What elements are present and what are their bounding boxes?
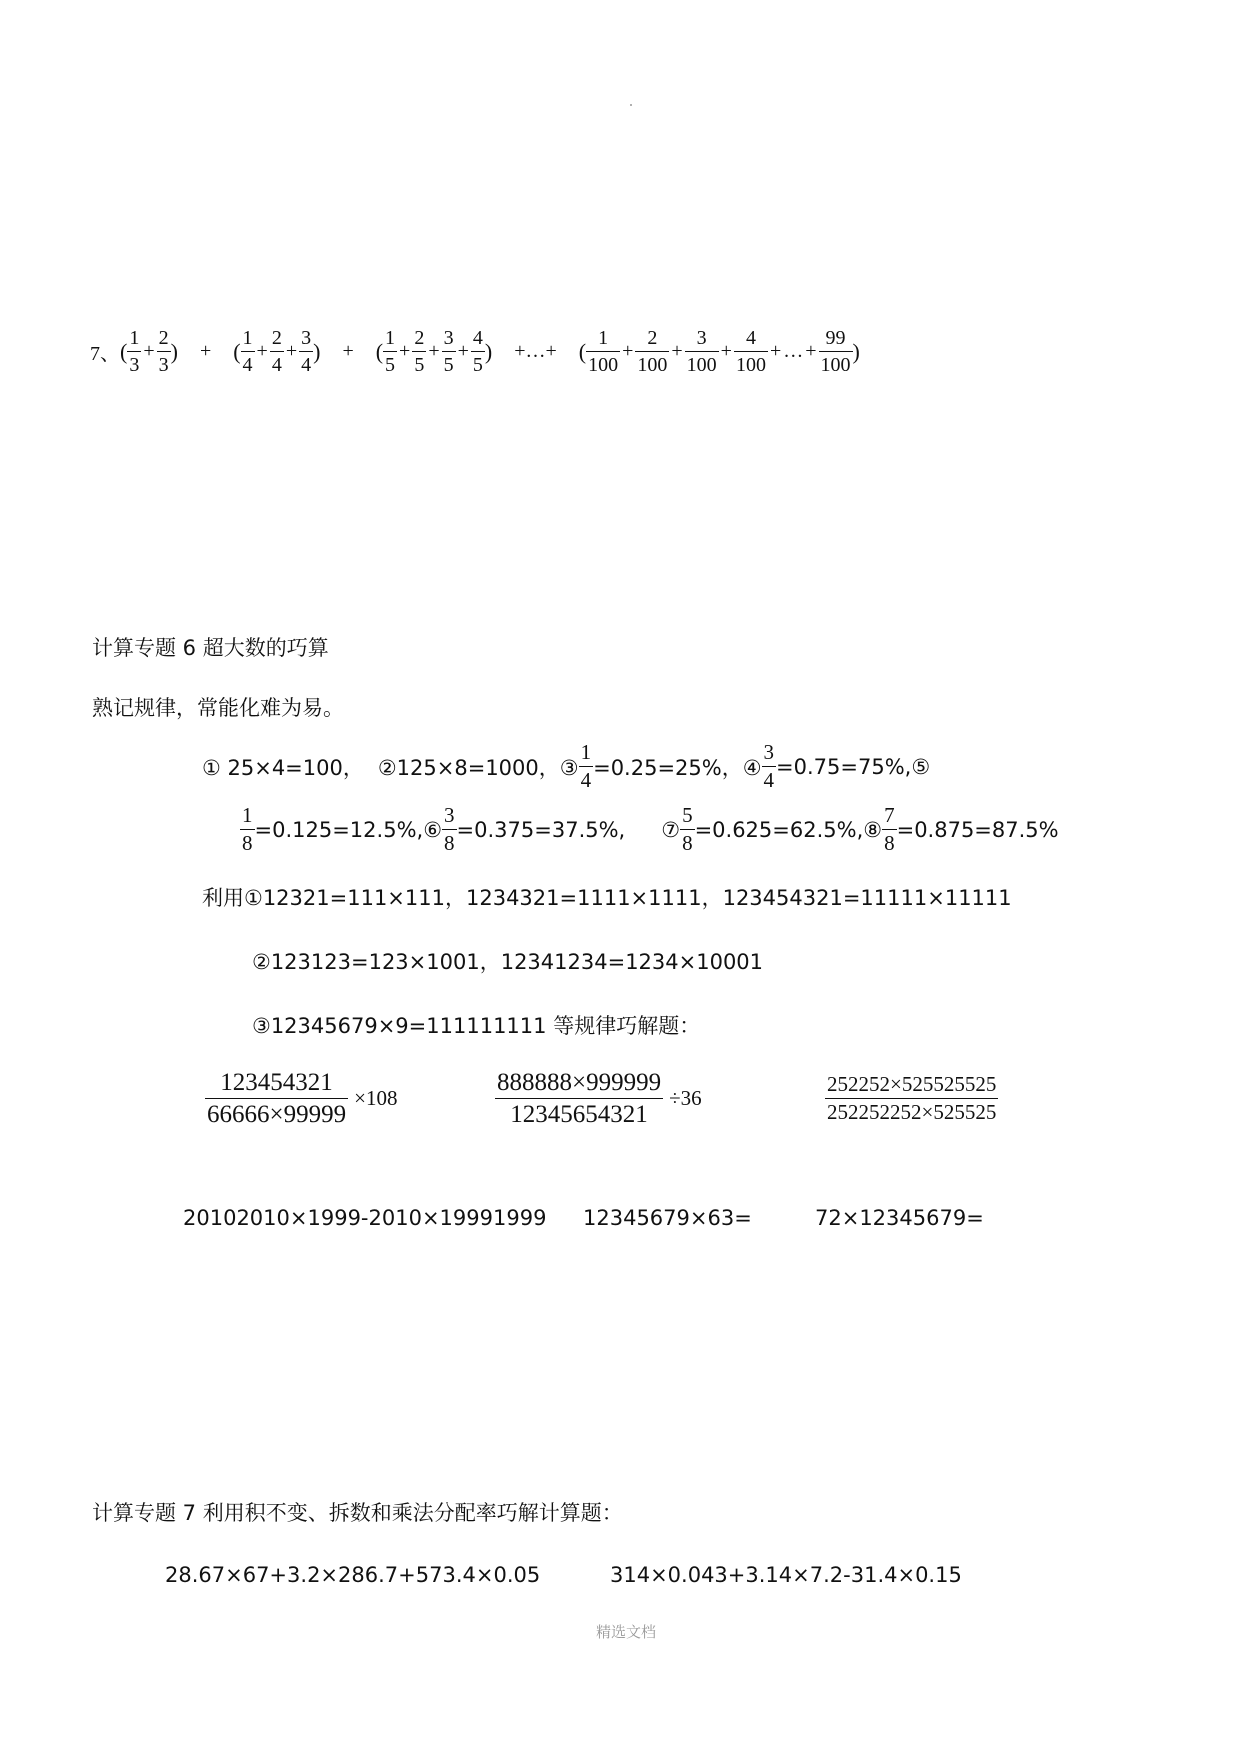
header-mark xyxy=(630,104,632,106)
fraction: $\frac{2}{3}$ xyxy=(158,327,169,376)
ellipsis: +…+ xyxy=(514,340,557,362)
fraction-3-4: $\frac{3}{4}$ xyxy=(763,740,775,792)
fraction: $\frac{1}{3}$ xyxy=(129,327,140,376)
fraction: $\frac{4}{100}$ xyxy=(735,327,766,376)
fraction: $\frac{1}{100}$ xyxy=(588,327,619,376)
line-problem-1: 20102010×1999-2010×19991999 xyxy=(183,1206,547,1230)
fraction-1-4: $\frac{1}{4}$ xyxy=(580,740,592,792)
pattern-3: ③12345679×9=111111111 等规律巧解题： xyxy=(252,1014,701,1038)
fraction-3-8: $\frac{3}{8}$ xyxy=(444,803,455,855)
fraction: $\frac{2}{100}$ xyxy=(637,327,668,376)
fraction-1-8: $\frac{1}{8}$ xyxy=(242,803,253,855)
rules-line-1: ① 25×4=100， ②125×8=1000，③ $\frac{1}{4}$ =0.25=25%，④ $\frac{3}{4}$ =0.75=75%,⑤ xyxy=(202,740,931,792)
rules-line-2: $\frac{1}{8}$ =0.125=12.5%,⑥ $\frac{3}{8}$ =0.375=37.5%, ⑦ $\frac{5}{8}$ =0.625=62.5%,⑧ $\frac{7}{8}$ =0.875=87.5% xyxy=(242,803,1059,855)
fraction: $\frac{1}{5}$ xyxy=(385,327,396,376)
footer-watermark: 精选文档 xyxy=(596,1623,657,1641)
fraction: $\frac{99}{100}$ xyxy=(820,327,851,376)
line-problem-3: 72×12345679= xyxy=(815,1206,984,1230)
fraction: $\frac{1}{4}$ xyxy=(242,327,253,376)
section-6-tip: 熟记规律，常能化难为易。 xyxy=(92,696,344,720)
fraction: $\frac{3}{5}$ xyxy=(443,327,454,376)
section-7-title: 计算专题 7 利用积不变、拆数和乘法分配率巧解计算题： xyxy=(92,1501,623,1525)
section-7-problem-2: 314×0.043+3.14×7.2-31.4×0.15 xyxy=(610,1563,962,1587)
line-problem-2: 12345679×63= xyxy=(583,1206,752,1230)
section-6-title: 计算专题 6 超大数的巧算 xyxy=(92,636,329,660)
fraction: $\frac{2}{5}$ xyxy=(414,327,425,376)
fraction: $\frac{2}{4}$ xyxy=(271,327,282,376)
problem-fraction-1: $\frac{123454321}{66666\times 99999}$ ×108 xyxy=(207,1069,398,1128)
problem-fraction-3: $\frac{252252\times 525525525}{252252252\times 525525}$ xyxy=(827,1072,997,1124)
question-7: 7、 ( $\frac{1}{3}$ + $\frac{2}{3}$ ) + ( $\frac{1}{4}$ + $\frac{2}{4}$ + $\frac{3}{4}$ ) + ( $\frac{1}{5}$ + $\frac{2}{5}$ + $\frac{3}{5}$ + $\frac{4}{5}$ ) +…+ ( $\frac{1}{100}$ + $\frac{2}{100}$ + $\frac{3}{100}$ + $\frac{4}{100}$ + … + $\frac{99}{100}$ ) xyxy=(90,327,860,376)
fraction-7-8: $\frac{7}{8}$ xyxy=(884,803,895,855)
pattern-1: 利用①12321=111×111，1234321=1111×1111，123454321=11111×11111 xyxy=(202,886,1012,910)
fraction: $\frac{3}{100}$ xyxy=(686,327,717,376)
section-7-problem-1: 28.67×67+3.2×286.7+573.4×0.05 xyxy=(165,1563,541,1587)
fraction-5-8: $\frac{5}{8}$ xyxy=(682,803,693,855)
fraction: $\frac{3}{4}$ xyxy=(301,327,312,376)
pattern-2: ②123123=123×1001，12341234=1234×10001 xyxy=(252,950,764,974)
problem-fraction-2: $\frac{888888\times 999999}{12345654321}$ ÷36 xyxy=(497,1069,702,1128)
fraction: $\frac{4}{5}$ xyxy=(472,327,483,376)
question-label: 7、 xyxy=(90,343,120,365)
